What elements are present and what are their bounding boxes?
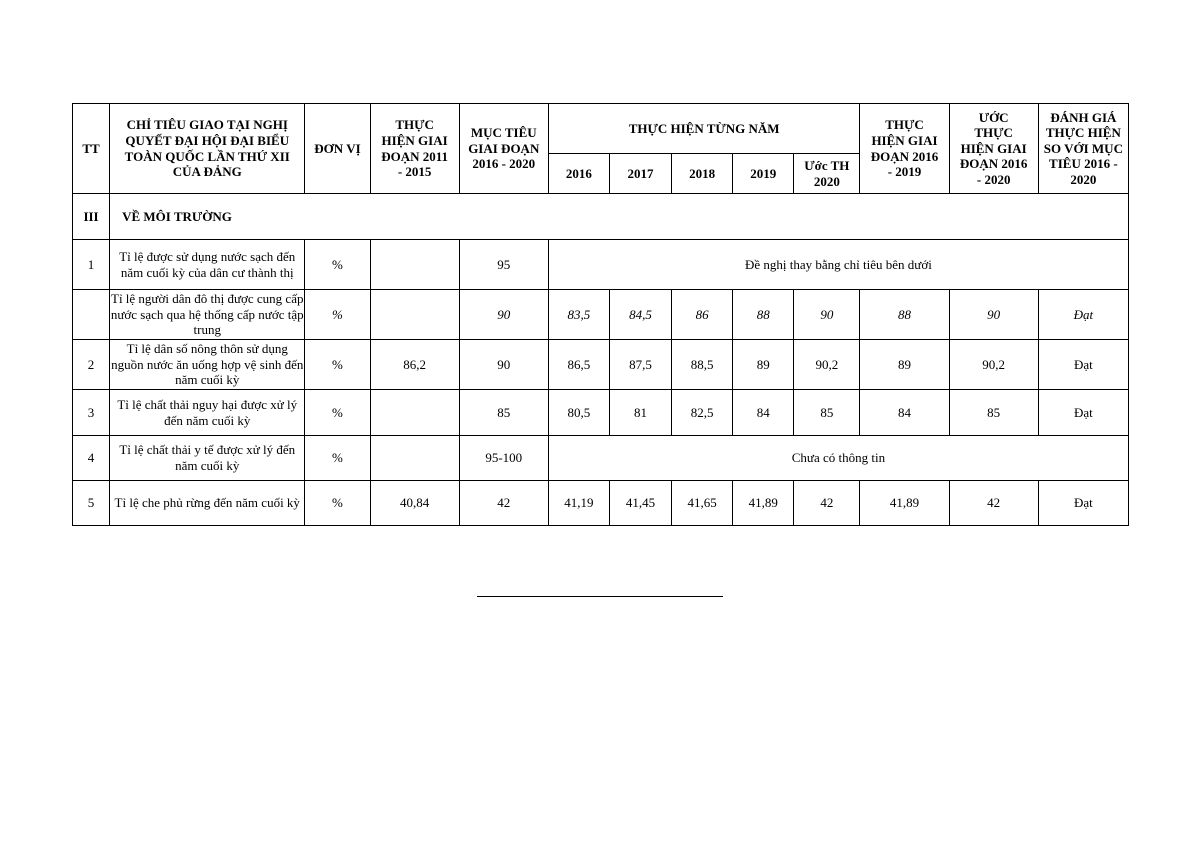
table-row [73, 340, 1129, 390]
row-y2020: 90 [794, 290, 860, 340]
row-th-2016-2019: 84 [860, 390, 949, 436]
row-y2016: 41,19 [548, 481, 609, 526]
table-row [73, 390, 1129, 436]
row-eval: Đạt [1038, 481, 1128, 526]
row-unit: % [305, 290, 370, 340]
row-y2017: 87,5 [609, 340, 671, 390]
table-row [73, 436, 1129, 481]
row-est-2016-2020: 85 [949, 390, 1038, 436]
indicator-table [72, 103, 1129, 526]
header-danh-gia: ĐÁNH GIÁ THỰC HIỆN SO VỚI MỤC TIÊU 2016 - 2020 [1038, 104, 1128, 194]
row-y2020: 85 [794, 390, 860, 436]
row-y2016: 86,5 [548, 340, 609, 390]
row-name: Tỉ lệ chất thải nguy hại được xử lý đến năm cuối kỳ [110, 390, 305, 436]
row-y2018: 41,65 [672, 481, 733, 526]
row-y2019: 41,89 [733, 481, 794, 526]
row-target: 90 [459, 340, 548, 390]
header-muc-tieu-2016-2020: MỤC TIÊU GIAI ĐOẠN 2016 - 2020 [459, 104, 548, 194]
row-y2016: 80,5 [548, 390, 609, 436]
header-year-2020-estimate: Ước TH 2020 [794, 154, 860, 194]
header-uoc-thuc-hien: ƯỚC THỰC HIỆN GIAI ĐOẠN 2016 - 2020 [949, 104, 1038, 194]
row-th-2011-2015: 86,2 [370, 340, 459, 390]
row-name: Tỉ lệ chất thải y tế được xử lý đến năm cuối kỳ [110, 436, 305, 481]
row-target: 42 [459, 481, 548, 526]
row-name: Tỉ lệ được sử dụng nước sạch đến năm cuối kỳ của dân cư thành thị [110, 240, 305, 290]
row-y2018: 82,5 [672, 390, 733, 436]
row-est-2016-2020: 90 [949, 290, 1038, 340]
header-year-2019: 2019 [733, 154, 794, 194]
row-y2019: 84 [733, 390, 794, 436]
table-row [73, 290, 1129, 340]
header-chi-tieu: CHỈ TIÊU GIAO TẠI NGHỊ QUYẾT ĐẠI HỘI ĐẠI BIỂU TOÀN QUỐC LẦN THỨ XII CỦA ĐẢNG [110, 104, 305, 194]
header-tt: TT [73, 104, 110, 194]
row-note: Đề nghị thay bằng chỉ tiêu bên dưới [548, 240, 1128, 290]
row-tt: 4 [73, 436, 110, 481]
section-row [73, 194, 1129, 240]
end-divider [477, 596, 723, 597]
row-tt: 3 [73, 390, 110, 436]
header-year-2018: 2018 [672, 154, 733, 194]
row-est-2016-2020: 42 [949, 481, 1038, 526]
row-unit: % [305, 340, 370, 390]
row-th-2011-2015 [370, 290, 459, 340]
row-y2017: 81 [609, 390, 671, 436]
row-y2018: 86 [672, 290, 733, 340]
row-y2020: 90,2 [794, 340, 860, 390]
section-number: III [73, 194, 110, 240]
row-y2017: 41,45 [609, 481, 671, 526]
row-y2017: 84,5 [609, 290, 671, 340]
row-tt: 2 [73, 340, 110, 390]
row-y2016: 83,5 [548, 290, 609, 340]
row-th-2011-2015: 40,84 [370, 481, 459, 526]
row-name: Tỉ lệ dân số nông thôn sử dụng nguồn nước ăn uống hợp vệ sinh đến năm cuối kỳ [110, 340, 305, 390]
header-thuc-hien-2011-2015: THỰC HIỆN GIAI ĐOẠN 2011 - 2015 [370, 104, 459, 194]
row-target: 85 [459, 390, 548, 436]
row-tt [73, 290, 110, 340]
row-note: Chưa có thông tin [548, 436, 1128, 481]
row-eval: Đạt [1038, 290, 1128, 340]
row-name: Tỉ lệ che phủ rừng đến năm cuối kỳ [110, 481, 305, 526]
row-eval: Đạt [1038, 390, 1128, 436]
row-unit: % [305, 436, 370, 481]
table-row [73, 240, 1129, 290]
row-th-2016-2019: 89 [860, 340, 949, 390]
row-y2019: 88 [733, 290, 794, 340]
row-y2019: 89 [733, 340, 794, 390]
row-eval: Đạt [1038, 340, 1128, 390]
row-target: 90 [459, 290, 548, 340]
row-y2018: 88,5 [672, 340, 733, 390]
row-th-2016-2019: 88 [860, 290, 949, 340]
row-th-2011-2015 [370, 240, 459, 290]
row-th-2011-2015 [370, 436, 459, 481]
section-title: VỀ MÔI TRƯỜNG [110, 194, 1129, 240]
row-tt: 1 [73, 240, 110, 290]
row-tt: 5 [73, 481, 110, 526]
row-th-2016-2019: 41,89 [860, 481, 949, 526]
header-year-2017: 2017 [609, 154, 671, 194]
header-don-vi: ĐƠN VỊ [305, 104, 370, 194]
row-unit: % [305, 240, 370, 290]
header-year-2016: 2016 [548, 154, 609, 194]
row-est-2016-2020: 90,2 [949, 340, 1038, 390]
row-th-2011-2015 [370, 390, 459, 436]
header-thuc-hien-tung-nam: THỰC HIỆN TỪNG NĂM [548, 104, 860, 154]
row-y2020: 42 [794, 481, 860, 526]
row-unit: % [305, 481, 370, 526]
row-unit: % [305, 390, 370, 436]
row-target: 95 [459, 240, 548, 290]
row-target: 95-100 [459, 436, 548, 481]
row-name: Tỉ lệ người dân đô thị được cung cấp nước sạch qua hệ thống cấp nước tập trung [110, 290, 305, 340]
table-row [73, 481, 1129, 526]
header-thuc-hien-2016-2019: THỰC HIỆN GIAI ĐOẠN 2016 - 2019 [860, 104, 949, 194]
